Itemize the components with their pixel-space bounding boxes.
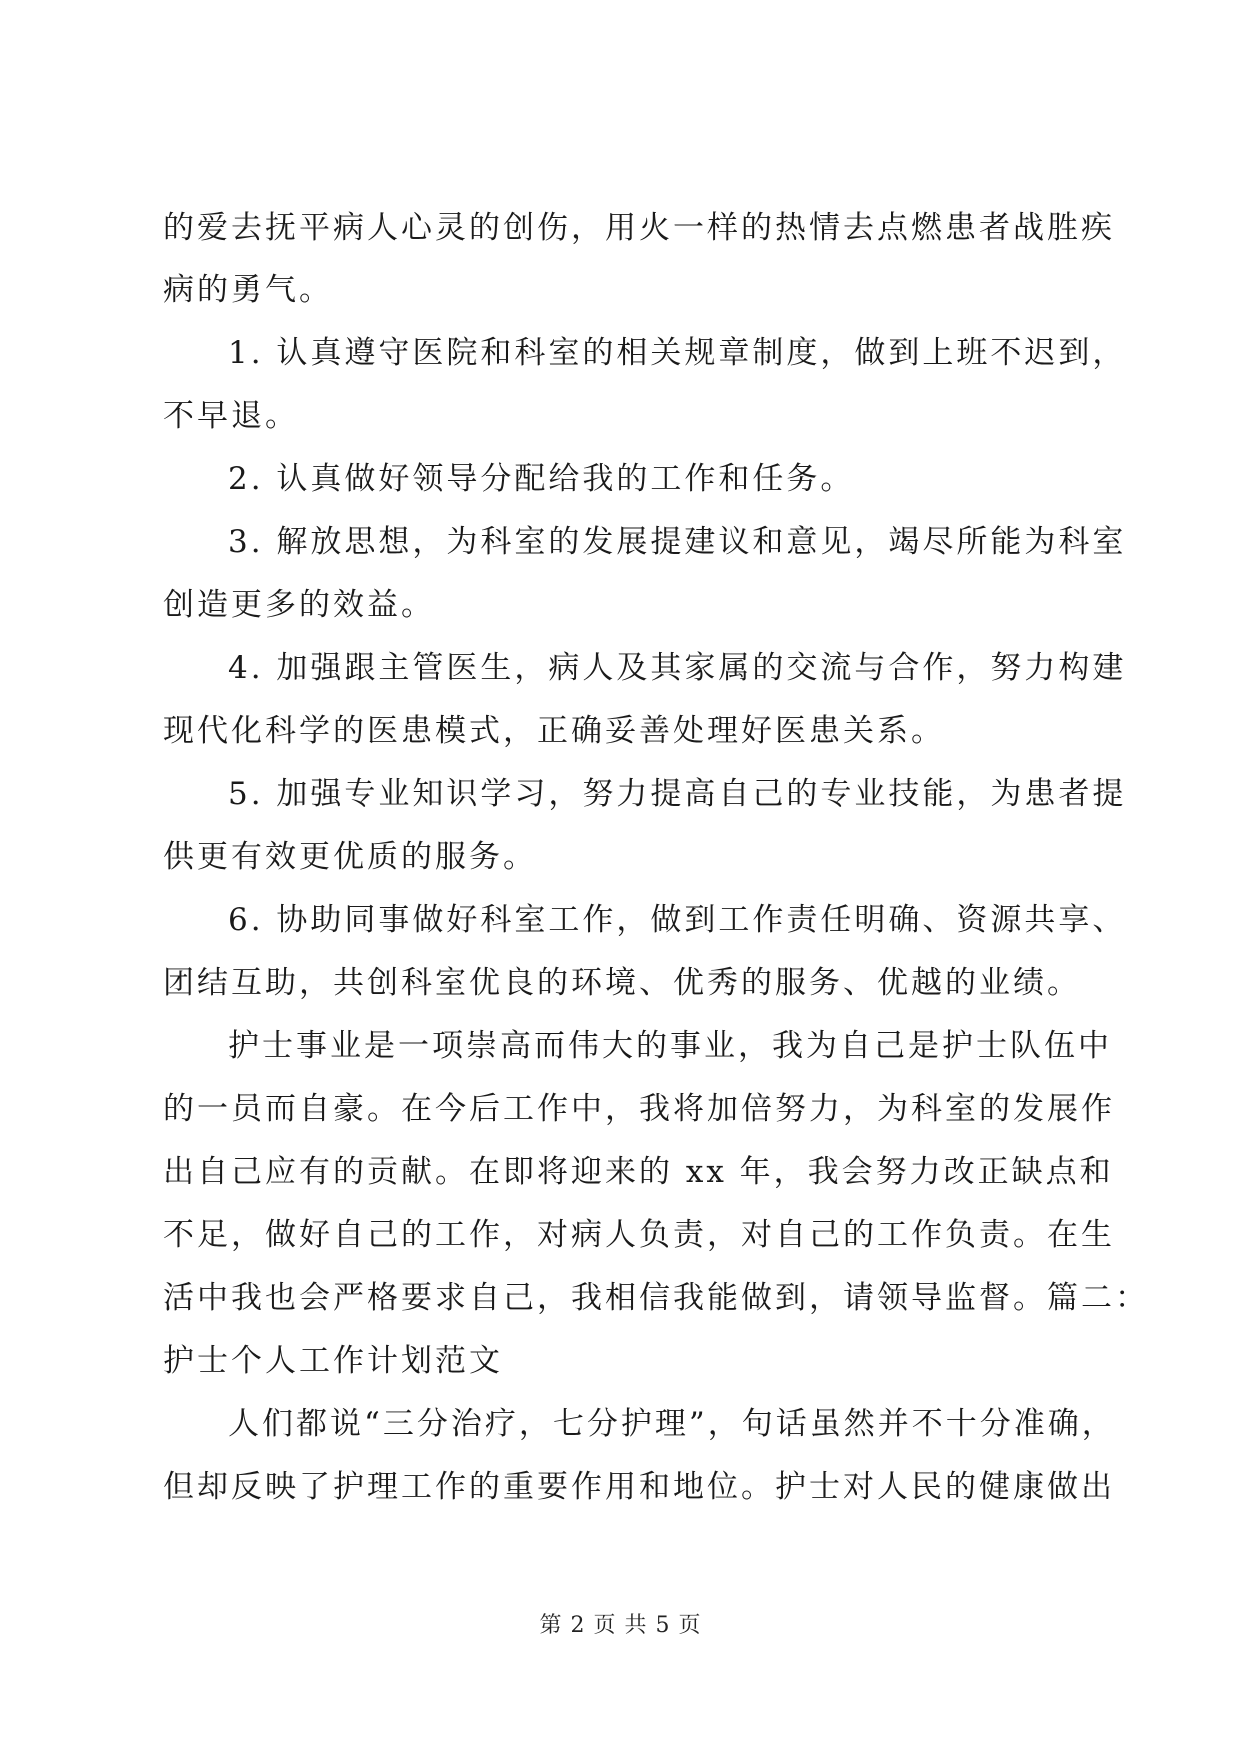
paragraph-start: 人们都说“三分治疗，七分护理”，句话虽然并不十分准确， xyxy=(228,1406,1116,1442)
text-line: 的一员而自豪。在今后工作中，我将加倍努力，为科室的发展作 xyxy=(163,1091,1115,1127)
text-line: 供更有效更优质的服务。 xyxy=(163,839,537,875)
text-line: 不足，做好自己的工作，对病人负责，对自己的工作负责。在生 xyxy=(163,1217,1115,1253)
text-line: 活中我也会严格要求自己，我相信我能做到，请领导监督。篇二： xyxy=(163,1280,1149,1316)
page-footer: 第 2 页 共 5 页 xyxy=(539,1613,702,1638)
list-item: 1. 认真遵守医院和科室的相关规章制度，做到上班不迟到， xyxy=(228,335,1127,371)
list-item: 4. 加强跟主管医生，病人及其家属的交流与合作，努力构建 xyxy=(228,650,1127,686)
list-item: 2. 认真做好领导分配给我的工作和任务。 xyxy=(228,461,855,497)
text-line: 出自己应有的贡献。在即将迎来的 xx 年，我会努力改正缺点和 xyxy=(163,1154,1114,1190)
section-title: 护士个人工作计划范文 xyxy=(163,1343,503,1379)
list-item: 6. 协助同事做好科室工作，做到工作责任明确、资源共享、 xyxy=(228,902,1127,938)
text-line: 现代化科学的医患模式，正确妥善处理好医患关系。 xyxy=(163,713,945,749)
text-line: 不早退。 xyxy=(163,398,299,434)
text-line: 病的勇气。 xyxy=(163,272,333,308)
list-item: 3. 解放思想，为科室的发展提建议和意见，竭尽所能为科室 xyxy=(228,524,1127,560)
list-item: 5. 加强专业知识学习，努力提高自己的专业技能，为患者提 xyxy=(228,776,1127,812)
paragraph-start: 护士事业是一项崇高而伟大的事业，我为自己是护士队伍中 xyxy=(228,1028,1112,1064)
text-line: 的爱去抚平病人心灵的创伤，用火一样的热情去点燃患者战胜疾 xyxy=(163,210,1115,246)
text-line: 但却反映了护理工作的重要作用和地位。护士对人民的健康做出 xyxy=(163,1469,1115,1505)
text-line: 创造更多的效益。 xyxy=(163,587,435,623)
text-line: 团结互助，共创科室优良的环境、优秀的服务、优越的业绩。 xyxy=(163,965,1081,1001)
